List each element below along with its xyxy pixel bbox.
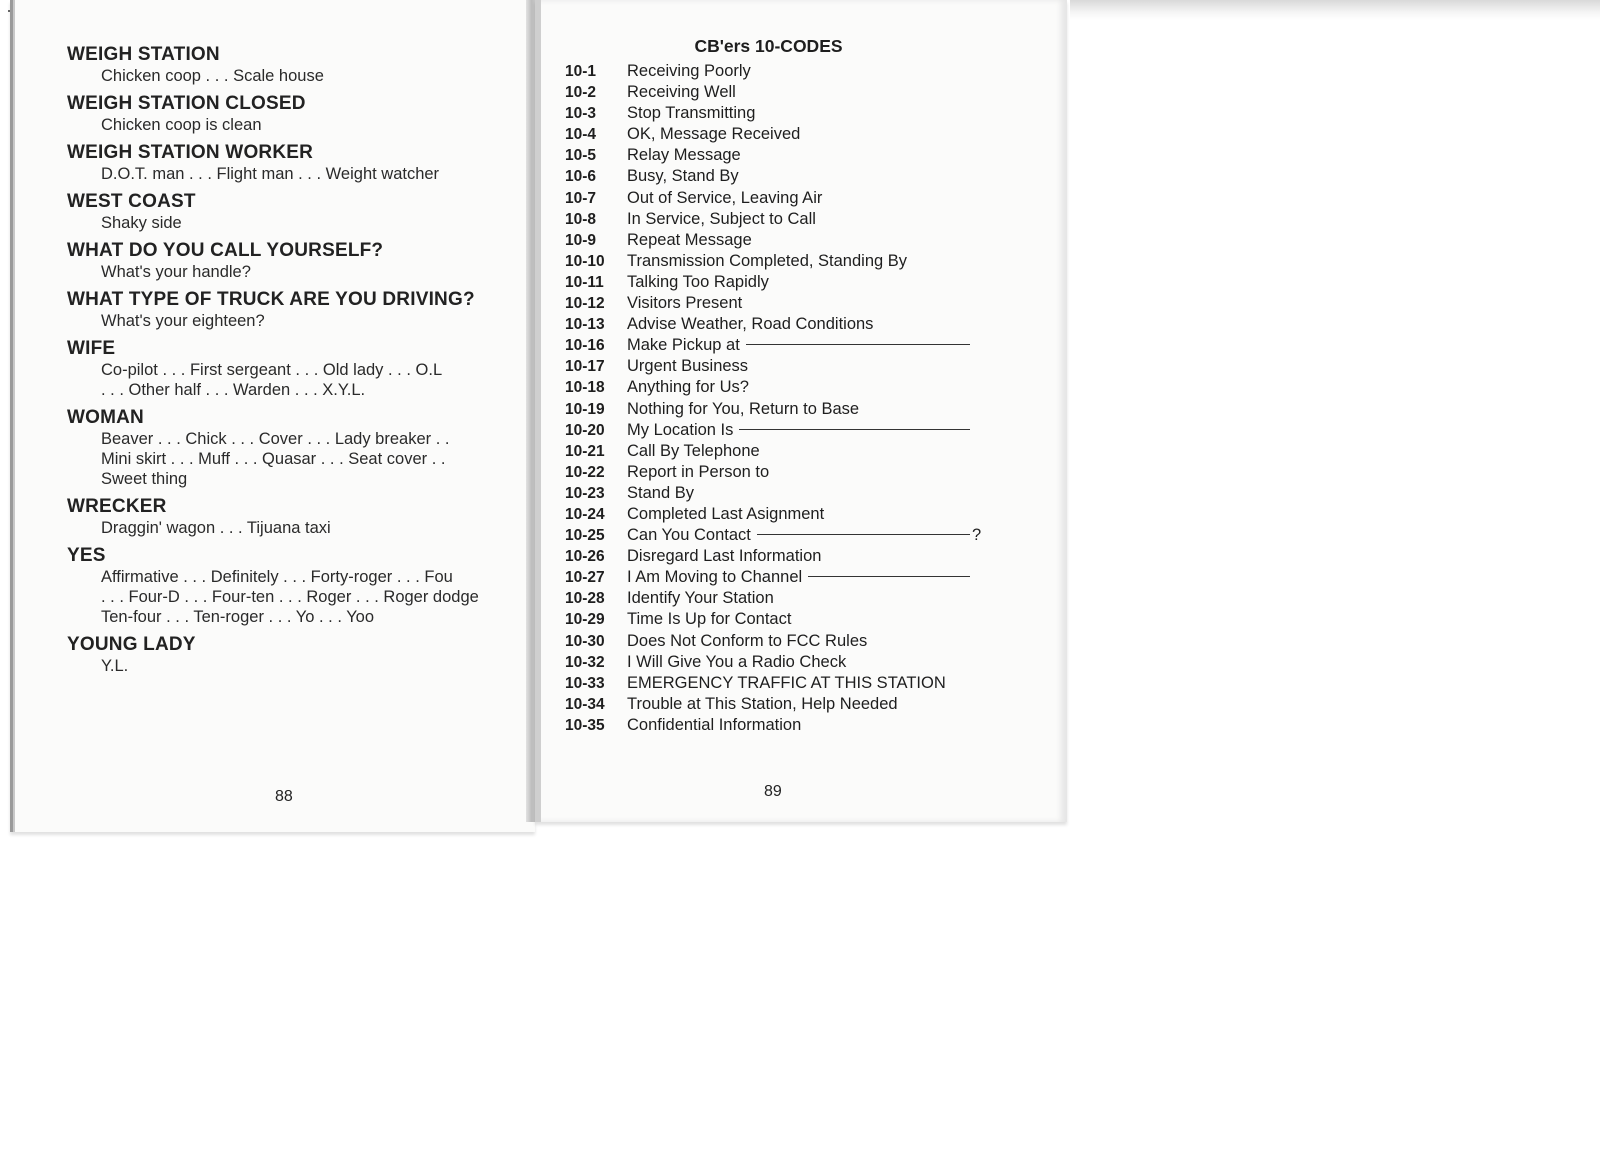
code-meaning: Disregard Last Information	[627, 547, 822, 566]
code-number: 10-11	[565, 273, 604, 291]
entry-term: WEIGH STATION WORKER	[67, 142, 314, 163]
code-row	[565, 442, 1035, 463]
code-row	[565, 610, 1035, 631]
page-number: 89	[764, 783, 782, 800]
code-number: 10-25	[565, 527, 605, 545]
ten-codes-list	[565, 62, 1035, 737]
code-number: 10-29	[565, 611, 605, 629]
code-meaning: Relay Message	[627, 146, 741, 165]
code-row	[565, 125, 1035, 146]
code-meaning: Out of Service, Leaving Air	[627, 188, 823, 207]
entry-term: WEIGH STATION CLOSED	[67, 93, 306, 114]
code-row	[565, 463, 1035, 484]
code-number: 10-33	[565, 674, 605, 692]
code-meaning: Receiving Well	[627, 83, 736, 102]
code-row	[565, 315, 1035, 336]
glossary-entry	[67, 338, 537, 400]
entry-definition: D.O.T. man . . . Flight man . . . Weight watcher	[101, 165, 440, 183]
fill-in-blank-line	[746, 343, 970, 345]
code-row	[565, 146, 1035, 167]
code-meaning: Transmission Completed, Standing By	[627, 251, 908, 270]
entry-term: WOMAN	[67, 407, 144, 428]
glossary-entry	[67, 496, 537, 538]
code-row	[565, 484, 1035, 505]
code-row	[565, 189, 1035, 210]
code-number: 10-21	[565, 442, 605, 460]
code-row	[565, 336, 1035, 357]
code-number: 10-1	[565, 63, 597, 80]
glossary-entry	[67, 545, 537, 627]
entry-definition: What's your eighteen?	[101, 312, 265, 330]
code-row	[565, 273, 1035, 294]
code-row	[565, 231, 1035, 252]
code-row	[565, 378, 1035, 399]
code-number: 10-27	[565, 569, 605, 587]
code-suffix: ?	[972, 526, 982, 545]
code-number: 10-30	[565, 632, 605, 650]
code-meaning: Visitors Present	[627, 294, 743, 313]
code-row	[565, 357, 1035, 378]
glossary-entry	[67, 142, 537, 184]
code-meaning: OK, Message Received	[627, 125, 801, 144]
code-row	[565, 674, 1035, 695]
entry-term: WHAT TYPE OF TRUCK ARE YOU DRIVING?	[67, 289, 475, 310]
code-row	[565, 547, 1035, 568]
code-meaning: In Service, Subject to Call	[627, 209, 816, 228]
code-number: 10-35	[565, 716, 605, 734]
code-meaning: Receiving Poorly	[627, 62, 751, 80]
entry-definition: Chicken coop is clean	[101, 116, 262, 134]
code-number: 10-23	[565, 484, 605, 502]
code-row	[565, 400, 1035, 421]
code-number: 10-8	[565, 210, 597, 228]
right-page	[535, 0, 1067, 822]
code-number: 10-13	[565, 316, 605, 334]
code-meaning: Confidential Information	[627, 715, 802, 734]
code-row	[565, 210, 1035, 231]
glossary-entry	[67, 289, 537, 331]
entry-definition: Chicken coop . . . Scale house	[101, 67, 324, 85]
code-meaning: Advise Weather, Road Conditions	[627, 315, 874, 334]
code-number: 10-16	[565, 337, 605, 355]
code-number: 10-26	[565, 548, 605, 566]
code-row	[565, 294, 1035, 315]
code-meaning: Make Pickup at	[627, 336, 740, 355]
entry-term: WIFE	[67, 338, 116, 359]
code-meaning: Stand By	[627, 483, 694, 502]
code-row	[565, 632, 1035, 653]
code-number: 10-6	[565, 168, 597, 186]
entry-term: WEST COAST	[67, 191, 196, 212]
glossary-entries	[67, 44, 537, 683]
code-meaning: Busy, Stand By	[627, 167, 739, 186]
glossary-entry	[67, 407, 537, 489]
code-number: 10-12	[565, 295, 605, 313]
entry-term: WHAT DO YOU CALL YOURSELF?	[67, 240, 384, 261]
left-page	[10, 0, 535, 832]
entry-term: YES	[67, 545, 106, 566]
fill-in-blank-line	[757, 533, 970, 535]
code-meaning: My Location Is	[627, 420, 734, 439]
code-meaning: Time Is Up for Contact	[627, 610, 792, 629]
code-meaning: Trouble at This Station, Help Needed	[627, 694, 898, 713]
code-number: 10-7	[565, 189, 597, 207]
code-row	[565, 568, 1035, 589]
code-row	[565, 83, 1035, 104]
code-row	[565, 167, 1035, 188]
code-meaning: Talking Too Rapidly	[627, 272, 769, 291]
code-number: 10-9	[565, 231, 597, 249]
entry-definition: Beaver . . . Chick . . . Cover . . . Lady breaker . . Mini skirt . . . Muff . . . Quasar . . . Seat cover . . Sweet thing	[101, 430, 450, 488]
code-row	[565, 526, 1035, 547]
code-number: 10-3	[565, 105, 597, 123]
code-number: 10-22	[565, 463, 605, 481]
page-number: 88	[275, 788, 293, 805]
scan-shadow-strip	[1070, 0, 1600, 20]
code-meaning: Anything for Us?	[627, 378, 749, 397]
code-number: 10-19	[565, 400, 605, 418]
code-row	[565, 252, 1035, 273]
glossary-entry	[67, 634, 537, 676]
code-number: 10-5	[565, 147, 597, 165]
code-number: 10-28	[565, 590, 605, 608]
page-title: CB'ers 10-CODES	[694, 36, 843, 56]
code-meaning: Stop Transmitting	[627, 104, 756, 123]
entry-definition: Shaky side	[101, 214, 182, 232]
code-number: 10-2	[565, 84, 597, 102]
fill-in-blank-line	[808, 575, 970, 577]
code-number: 10-4	[565, 126, 597, 144]
entry-definition: Co-pilot . . . First sergeant . . . Old lady . . . O.L . . . Other half . . . Warden . . . X.Y.L.	[101, 361, 443, 399]
code-meaning: Repeat Message	[627, 230, 752, 249]
code-number: 10-32	[565, 653, 605, 671]
code-row	[565, 104, 1035, 125]
code-number: 10-24	[565, 505, 605, 523]
fill-in-blank-line	[739, 428, 970, 430]
entry-term: WRECKER	[67, 496, 167, 517]
code-meaning: Call By Telephone	[627, 441, 760, 460]
code-row	[565, 421, 1035, 442]
code-meaning: EMERGENCY TRAFFIC AT THIS STATION	[627, 673, 946, 692]
entry-definition: Draggin' wagon . . . Tijuana taxi	[101, 519, 331, 537]
entry-definition: Affirmative . . . Definitely . . . Forty-roger . . . Fou . . . Four-D . . . Four-ten . . . Roger . . . Roger dodge Ten-four . . . Ten-roger . . . Yo . . . Yoo	[101, 568, 479, 626]
entry-term: YOUNG LADY	[67, 634, 196, 655]
code-row	[565, 589, 1035, 610]
glossary-entry	[67, 93, 537, 135]
entry-term: WEIGH STATION	[67, 44, 220, 65]
code-meaning: Does Not Conform to FCC Rules	[627, 631, 868, 650]
code-number: 10-20	[565, 421, 605, 439]
code-number: 10-34	[565, 695, 605, 713]
code-row	[565, 62, 1035, 83]
code-meaning: Nothing for You, Return to Base	[627, 399, 860, 418]
code-meaning: Completed Last Asignment	[627, 504, 825, 523]
code-number: 10-10	[565, 252, 605, 270]
code-meaning: Identify Your Station	[627, 589, 774, 608]
code-row	[565, 695, 1035, 716]
glossary-entry	[67, 44, 537, 86]
code-meaning: I Am Moving to Channel	[627, 568, 803, 587]
code-meaning: I Will Give You a Radio Check	[627, 652, 847, 671]
entry-definition: What's your handle?	[101, 263, 251, 281]
code-meaning: Can You Contact	[627, 526, 751, 545]
code-row	[565, 505, 1035, 526]
code-number: 10-17	[565, 358, 605, 376]
code-number: 10-18	[565, 379, 605, 397]
glossary-entry	[67, 191, 537, 233]
code-meaning: Urgent Business	[627, 357, 749, 376]
code-row	[565, 653, 1035, 674]
code-row	[565, 716, 1035, 737]
code-meaning: Report in Person to	[627, 462, 770, 481]
glossary-entry	[67, 240, 537, 282]
entry-definition: Y.L.	[101, 657, 129, 675]
